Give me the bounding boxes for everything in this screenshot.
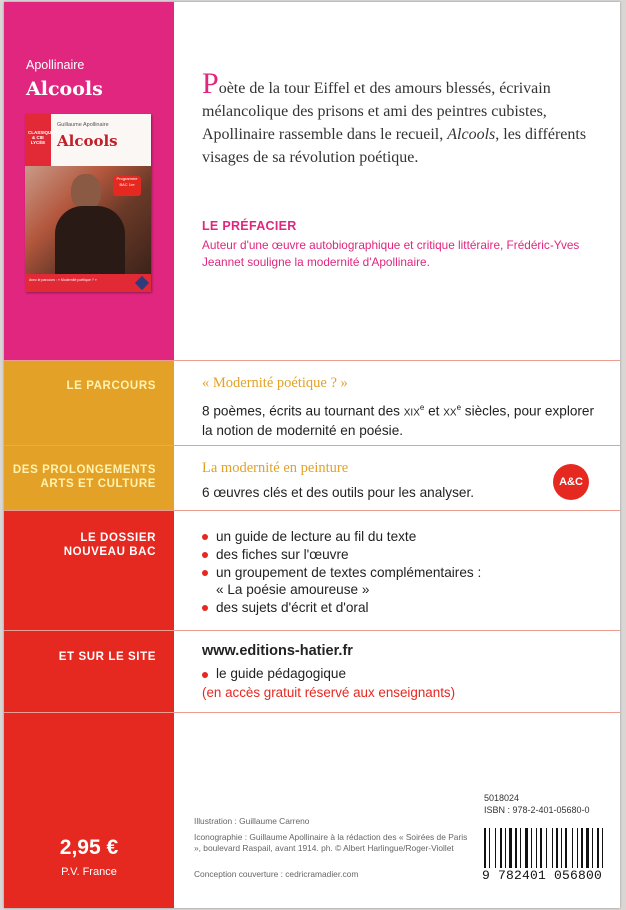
site-item xyxy=(202,666,346,681)
barcode-bar xyxy=(538,828,539,868)
cover-title: Alcools xyxy=(57,132,118,150)
dossier-list xyxy=(202,528,602,617)
barcode-icon xyxy=(484,828,616,868)
barcode-bar xyxy=(577,828,578,868)
bullet-icon xyxy=(202,570,208,576)
barcode-bar xyxy=(500,828,502,868)
prefacier-heading: LE PRÉFACIER xyxy=(202,219,297,233)
barcode-bar xyxy=(592,828,593,868)
cover-footer-text: Avec le parcours : « Modernité poétique ? » xyxy=(29,278,97,282)
barcode-bar xyxy=(554,828,555,868)
parcours-body xyxy=(202,398,602,440)
barcode-bar xyxy=(520,828,521,868)
barcode-bar xyxy=(602,828,603,868)
dossier-label-line1: LE DOSSIER xyxy=(80,532,156,544)
barcode-bar xyxy=(540,828,542,868)
back-cover xyxy=(4,2,620,908)
barcode-bar xyxy=(561,828,562,868)
barcode-bar xyxy=(556,828,558,868)
barcode-bar xyxy=(522,828,524,868)
prolongements-title: La modernité en peinture xyxy=(202,460,349,476)
prolongements-label-line2: ARTS ET CULTURE xyxy=(40,478,156,490)
barcode-bar xyxy=(531,828,532,868)
prolongements-label-line1: DES PROLONGEMENTS xyxy=(12,464,156,476)
barcode-bar xyxy=(548,828,551,868)
barcode-bar xyxy=(594,828,596,868)
list-item xyxy=(202,564,602,598)
credit-iconographie: Iconographie : Guillaume Apollinaire à la rédaction des « Soirées de Paris », boulevard Raspail, avant 1914. ph. © Albert Harlingue/Roger-Viollet xyxy=(194,832,468,853)
cover-portrait-body xyxy=(55,206,125,276)
barcode-bar xyxy=(536,828,537,868)
list-item xyxy=(202,599,602,616)
book-author: Apollinaire xyxy=(26,58,85,72)
site-note: (en accès gratuit réservé aux enseignants) xyxy=(202,685,456,700)
cover-thumbnail xyxy=(25,114,151,292)
barcode-bar xyxy=(552,828,553,868)
cover-footer-band xyxy=(25,274,151,292)
barcode-bar xyxy=(507,828,508,868)
barcode-bar xyxy=(515,828,517,868)
list-item-text: des sujets d'écrit et d'oral xyxy=(216,600,369,615)
barcode-bar xyxy=(604,828,605,868)
codes-box xyxy=(484,792,616,816)
barcode-bar xyxy=(513,828,514,868)
barcode-bar xyxy=(546,828,547,868)
barcode-bar xyxy=(529,828,530,868)
credit-illustration: Illustration : Guillaume Carreno xyxy=(194,816,310,826)
barcode-bar xyxy=(505,828,506,868)
intro-text: oète de la tour Eiffel et des amours blessés, écrivain mélancolique des prisons et ami des peintres cubistes, Apollinaire rassemble dans le recueil, xyxy=(202,80,551,143)
barcode-bar xyxy=(579,828,580,868)
barcode-bar xyxy=(581,828,583,868)
bullet-icon xyxy=(202,605,208,611)
list-item xyxy=(202,528,602,545)
list-item-text-continued: « La poésie amoureuse » xyxy=(216,582,370,597)
site-label: ET SUR LE SITE xyxy=(58,651,156,663)
bullet-icon xyxy=(202,672,208,678)
parcours-body-start: 8 poèmes, écrits au tournant des xyxy=(202,403,404,419)
separator xyxy=(4,510,620,511)
parcours-body-end: siècles, pour explorer la notion de modernité en poésie. xyxy=(202,403,595,438)
barcode-bar xyxy=(509,828,512,868)
list-item xyxy=(202,546,602,563)
century-suffix: e xyxy=(456,403,462,412)
credit-conception: Conception couverture : cedricramadier.com xyxy=(194,869,359,879)
barcode-bar xyxy=(572,828,573,868)
barcode-bar xyxy=(503,828,504,868)
bullet-icon xyxy=(202,534,208,540)
barcode-bar xyxy=(590,828,591,868)
barcode-bar xyxy=(484,828,486,868)
list-item-text: un guide de lecture au fil du texte xyxy=(216,529,417,544)
cover-bac-badge: Programme BAC 1re xyxy=(113,176,141,196)
century-19: xix xyxy=(403,403,420,419)
prolongements-body: 6 œuvres clés et des outils pour les analyser. xyxy=(202,485,475,500)
barcode-bar xyxy=(487,828,488,868)
cover-series-label: CLASSIQUES & CIE LYCÉE xyxy=(28,130,58,145)
barcode-bar xyxy=(586,828,589,868)
isbn: ISBN : 978-2-401-05680-0 xyxy=(484,805,590,815)
barcode-bar xyxy=(597,828,599,868)
list-item-text: des fiches sur l'œuvre xyxy=(216,547,349,562)
barcode-bar xyxy=(497,828,499,868)
barcode-bar xyxy=(489,828,490,868)
century-20: xx xyxy=(443,403,457,419)
bullet-icon xyxy=(202,552,208,558)
book-title: Alcools xyxy=(26,78,103,100)
century-suffix: e xyxy=(419,403,425,412)
prolongements-label xyxy=(8,463,156,491)
separator xyxy=(4,445,620,446)
intro-text-end: , les différents visages de sa révolution poétique. xyxy=(202,126,587,166)
cover-portrait-face xyxy=(71,174,101,210)
price: 2,95 € xyxy=(59,836,119,859)
parcours-label: LE PARCOURS xyxy=(66,380,156,392)
intro-paragraph xyxy=(202,67,602,169)
publisher-url[interactable]: www.editions-hatier.fr xyxy=(202,643,353,659)
separator xyxy=(4,630,620,631)
prefacier-text: Auteur d'une œuvre autobiographique et critique littéraire, Frédéric-Yves Jeannet souligne la modernité d'Apollinaire. xyxy=(202,238,580,269)
separator xyxy=(4,360,620,361)
list-item-text: un groupement de textes complémentaires : xyxy=(216,565,482,580)
parcours-and: et xyxy=(424,403,444,419)
barcode-bar xyxy=(559,828,560,868)
parcours-title: « Modernité poétique ? » xyxy=(202,375,348,391)
barcode-bar xyxy=(533,828,535,868)
dossier-label xyxy=(4,531,156,559)
barcode-bar xyxy=(574,828,576,868)
dossier-label-line2: NOUVEAU BAC xyxy=(63,546,156,558)
arts-culture-badge: A&C xyxy=(553,464,589,500)
intro-book-title: Alcools xyxy=(447,126,496,143)
ref-number: 5018024 xyxy=(484,793,520,803)
cover-author: Guillaume Apollinaire xyxy=(57,122,109,128)
barcode-bar xyxy=(568,828,571,868)
barcode-bar xyxy=(584,828,585,868)
barcode-bar xyxy=(565,828,567,868)
drop-cap: P xyxy=(202,67,219,100)
barcode-bar xyxy=(600,828,601,868)
price-label: P.V. France xyxy=(61,866,117,878)
barcode-bar xyxy=(543,828,545,868)
barcode-bar xyxy=(495,828,496,868)
barcode-bar xyxy=(491,828,494,868)
barcode-bar xyxy=(525,828,528,868)
site-item-text: le guide pédagogique xyxy=(216,666,347,681)
separator xyxy=(4,712,620,713)
barcode-bar xyxy=(518,828,519,868)
barcode-bar xyxy=(563,828,564,868)
ean-number: 9 782401 056800 xyxy=(482,868,603,883)
